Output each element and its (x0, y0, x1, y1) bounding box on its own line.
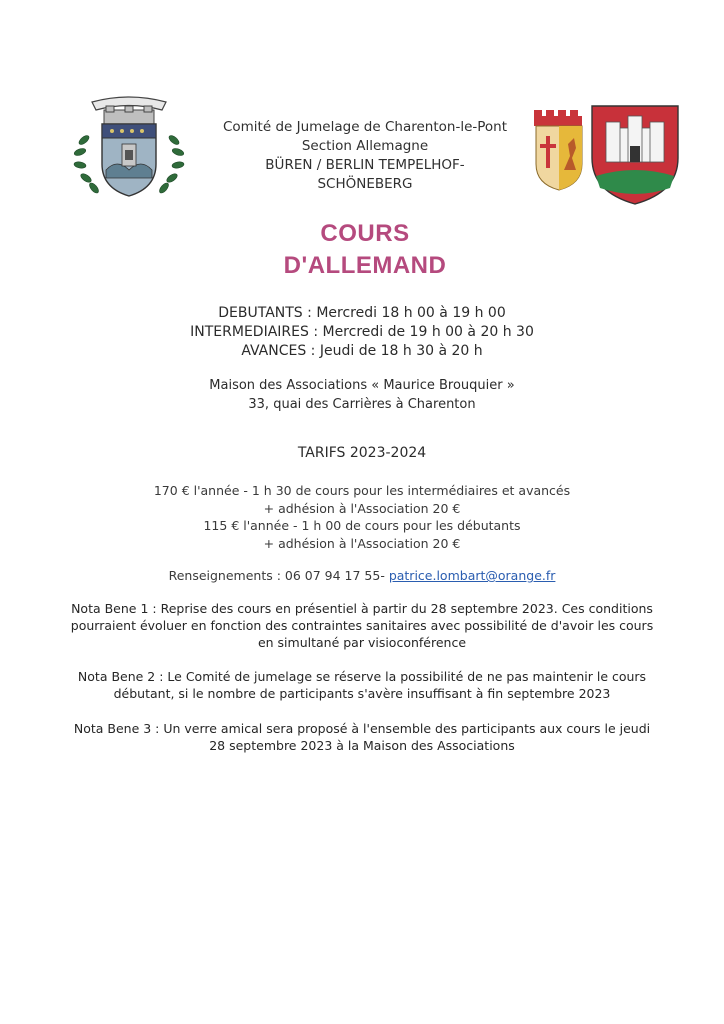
title-line-cours: COURS (320, 220, 410, 247)
tempelhof-schoneberg-coat-of-arms (592, 106, 678, 204)
charenton-coat-of-arms (70, 90, 188, 205)
tarif-line-170: 170 € l'année - 1 h 30 de cours pour les intermédiaires et avancés (153, 483, 571, 498)
header-line-district: SCHÖNEBERG (317, 176, 413, 192)
nota-bene-1 (40, 600, 684, 651)
title-line-allemand: D'ALLEMAND (283, 252, 447, 279)
nota-bene-2 (40, 668, 684, 702)
header-line-section: Section Allemagne (301, 138, 429, 154)
schedule-avances: AVANCES : Jeudi de 18 h 30 à 20 h (241, 343, 483, 359)
schedule-intermediaires: INTERMEDIAIRES : Mercredi de 19 h 00 à 20 h 30 (190, 324, 534, 340)
contact-email-link[interactable]: patrice.lombart@orange.fr (388, 568, 556, 583)
german-partner-crests (530, 100, 682, 208)
header-line-committee: Comité de Jumelage de Charenton-le-Pont (222, 119, 508, 135)
schedule-debutants: DEBUTANTS : Mercredi 18 h 00 à 19 h 00 (218, 305, 506, 321)
course-title (200, 218, 530, 282)
buren-coat-of-arms (534, 110, 582, 190)
nota-bene-3 (40, 720, 684, 754)
tarif-line-membership-2: + adhésion à l'Association 20 € (263, 535, 461, 551)
nota-bene-2-line-2: débutant, si le nombre de participants s'avère insuffisant à fin septembre 2023 (113, 686, 611, 701)
tarif-line-membership-1: + adhésion à l'Association 20 € (263, 500, 461, 516)
nota-bene-3-line-1: Nota Bene 3 : Un verre amical sera proposé à l'ensemble des participants aux cours le jeudi (73, 721, 651, 736)
nota-bene-3-line-2: 28 septembre 2023 à la Maison des Associations (209, 738, 515, 753)
nota-bene-1-line-1: Nota Bene 1 : Reprise des cours en présentiel à partir du 28 septembre 2023. Ces conditions (71, 601, 653, 616)
tarifs-heading: TARIFS 2023-2024 (297, 445, 427, 461)
course-schedule (100, 304, 624, 361)
course-venue (100, 376, 624, 414)
contact-info (100, 567, 624, 585)
nota-bene-1-line-2: pourraient évoluer en fonction des contraintes sanitaires avec possibilité de d'avoir les cours (70, 618, 654, 633)
tarifs-details (100, 482, 624, 552)
contact-phone: Renseignements : 06 07 94 17 55- (168, 568, 389, 583)
header-line-cities: BÜREN / BERLIN TEMPELHOF- (265, 157, 465, 173)
venue-name: Maison des Associations « Maurice Brouquier » (209, 378, 515, 393)
nota-bene-1-line-3: en simultané par visioconférence (257, 635, 467, 650)
venue-address: 33, quai des Carrières à Charenton (248, 397, 476, 412)
tarif-line-115: 115 € l'année - 1 h 00 de cours pour les débutants (203, 518, 521, 533)
twinning-committee-header (200, 118, 530, 194)
nota-bene-2-line-1: Nota Bene 2 : Le Comité de jumelage se réserve la possibilité de ne pas maintenir le cours (77, 669, 647, 684)
